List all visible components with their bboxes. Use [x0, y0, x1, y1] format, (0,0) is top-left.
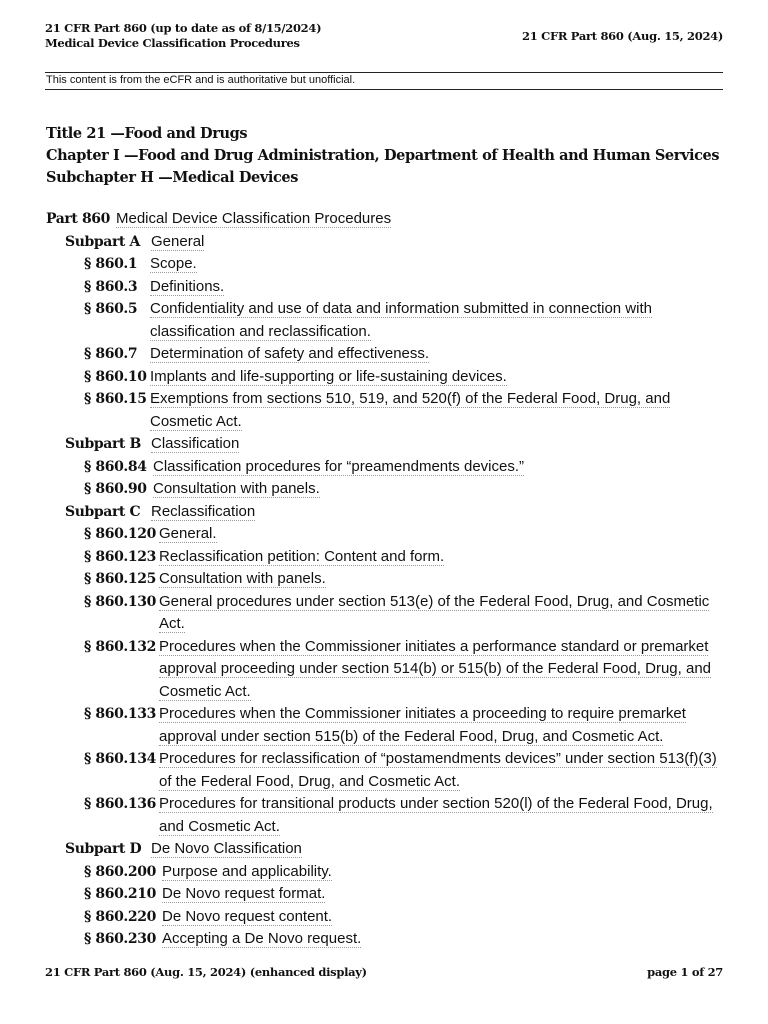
toc-section-row [46, 703, 726, 748]
section-label: § 860.230 [84, 931, 156, 947]
section-link[interactable]: Accepting a De Novo request. [162, 930, 362, 947]
section-label: § 860.210 [84, 886, 156, 902]
toc-section-row [46, 253, 726, 276]
section-label: § 860.220 [84, 908, 156, 925]
toc-section-row [46, 568, 726, 591]
toc-part-row [46, 208, 726, 231]
subpart-label: Subpart B [65, 436, 141, 452]
section-label: § 860.84 [84, 458, 147, 475]
toc-subpart-row [46, 231, 726, 254]
chapter-heading: Chapter I —Food and Drug Administration, Department of Health and Human Services [46, 147, 720, 164]
section-link[interactable]: Classification procedures for “preamendments devices.” [153, 457, 524, 475]
running-footer-left: 21 CFR Part 860 (Aug. 15, 2024) (enhanced display) [45, 965, 367, 979]
section-label: § 860.5 [84, 301, 138, 317]
toc-section-row [46, 928, 726, 951]
header-part-title: Medical Device Classification Procedures [45, 36, 300, 50]
subpart-link[interactable]: De Novo Classification [151, 840, 302, 857]
section-label: § 860.123 [84, 548, 156, 565]
running-header-left [45, 21, 321, 51]
toc-section-row [46, 636, 726, 704]
section-link[interactable]: General procedures under section 513(e) of the Federal Food, Drug, and Cosmetic Act. [159, 592, 710, 632]
toc-section-row [46, 861, 726, 884]
section-label: § 860.7 [84, 346, 138, 362]
subpart-link[interactable]: General [151, 232, 205, 250]
toc-section-row [46, 366, 726, 389]
toc-section-row [46, 883, 726, 906]
section-link[interactable]: Procedures for transitional products under section 520(l) of the Federal Food, Drug, and Cosmetic Act. [159, 795, 713, 835]
section-link[interactable]: Determination of safety and effectiveness. [150, 345, 430, 362]
section-label: § 860.136 [84, 796, 156, 812]
toc-section-row [46, 906, 726, 929]
section-link[interactable]: De Novo request format. [162, 885, 326, 902]
toc-section-row [46, 298, 726, 343]
section-link[interactable]: Reclassification petition: Content and form. [159, 547, 445, 565]
section-label: § 860.3 [84, 278, 138, 295]
section-link[interactable]: General. [159, 525, 217, 542]
hierarchy-headings [46, 123, 719, 189]
subchapter-heading: Subchapter H —Medical Devices [46, 169, 298, 186]
section-link[interactable]: Consultation with panels. [153, 480, 320, 497]
section-link[interactable]: Implants and life-supporting or life-sustaining devices. [150, 367, 507, 385]
subpart-label: Subpart C [65, 503, 141, 520]
toc-section-row [46, 748, 726, 793]
section-label: § 860.130 [84, 593, 156, 610]
page-number: page 1 of 27 [647, 965, 723, 979]
part-link[interactable]: Medical Device Classification Procedures [116, 210, 392, 227]
toc-subpart-row [46, 838, 726, 861]
header-citation: 21 CFR Part 860 (up to date as of 8/15/2024) [45, 21, 322, 35]
toc-section-row [46, 523, 726, 546]
section-link[interactable]: Procedures when the Commissioner initiates a proceeding to require premarket approval under section 515(b) of the Federal Food, Drug, and Cosmetic Act. [159, 705, 686, 745]
section-label: § 860.125 [84, 571, 156, 587]
toc-section-row [46, 276, 726, 299]
toc-subpart-row [46, 433, 726, 456]
toc-section-row [46, 456, 726, 479]
section-label: § 860.200 [84, 863, 156, 880]
toc-section-row [46, 388, 726, 433]
toc-section-row [46, 793, 726, 838]
section-link[interactable]: De Novo request content. [162, 907, 333, 925]
toc-section-row [46, 478, 726, 501]
section-link[interactable]: Exemptions from sections 510, 519, and 520(f) of the Federal Food, Drug, and Cosmetic Act. [150, 390, 671, 430]
section-link[interactable]: Scope. [150, 255, 197, 272]
toc-section-row [46, 591, 726, 636]
subpart-link[interactable]: Reclassification [151, 502, 256, 520]
section-label: § 860.120 [84, 526, 156, 542]
toc-section-row [46, 546, 726, 569]
subpart-label: Subpart D [65, 841, 142, 857]
part-label: Part 860 [46, 211, 110, 227]
title-heading: Title 21 —Food and Drugs [46, 125, 248, 142]
section-label: § 860.90 [84, 481, 147, 497]
section-label: § 860.133 [84, 706, 156, 722]
section-link[interactable]: Definitions. [150, 277, 225, 295]
section-link[interactable]: Purpose and applicability. [162, 862, 332, 880]
section-link[interactable]: Confidentiality and use of data and information submitted in connection with classification and reclassification. [150, 300, 652, 340]
section-link[interactable]: Procedures when the Commissioner initiates a performance standard or premarket approval proceeding under section 514(b) or 515(b) of the Federal Food, Drug, and Cosmetic Act. [159, 637, 712, 700]
section-label: § 860.15 [84, 391, 147, 407]
toc-subpart-row [46, 501, 726, 524]
subpart-link[interactable]: Classification [151, 435, 240, 452]
top-divider [45, 72, 723, 73]
section-label: § 860.10 [84, 368, 147, 385]
section-link[interactable]: Consultation with panels. [159, 570, 326, 587]
section-label: § 860.132 [84, 638, 156, 655]
table-of-contents [46, 208, 726, 951]
toc-section-row [46, 343, 726, 366]
section-label: § 860.134 [84, 751, 156, 767]
subpart-label: Subpart A [65, 233, 140, 250]
running-header-right: 21 CFR Part 860 (Aug. 15, 2024) [522, 29, 723, 43]
section-link[interactable]: Procedures for reclassification of “postamendments devices” under section 513(f)(3) of the Federal Food, Drug, and Cosmetic Act. [159, 750, 717, 790]
authority-notice: This content is from the eCFR and is authoritative but unofficial. [46, 74, 356, 86]
section-label: § 860.1 [84, 256, 138, 272]
notice-divider [45, 89, 723, 90]
